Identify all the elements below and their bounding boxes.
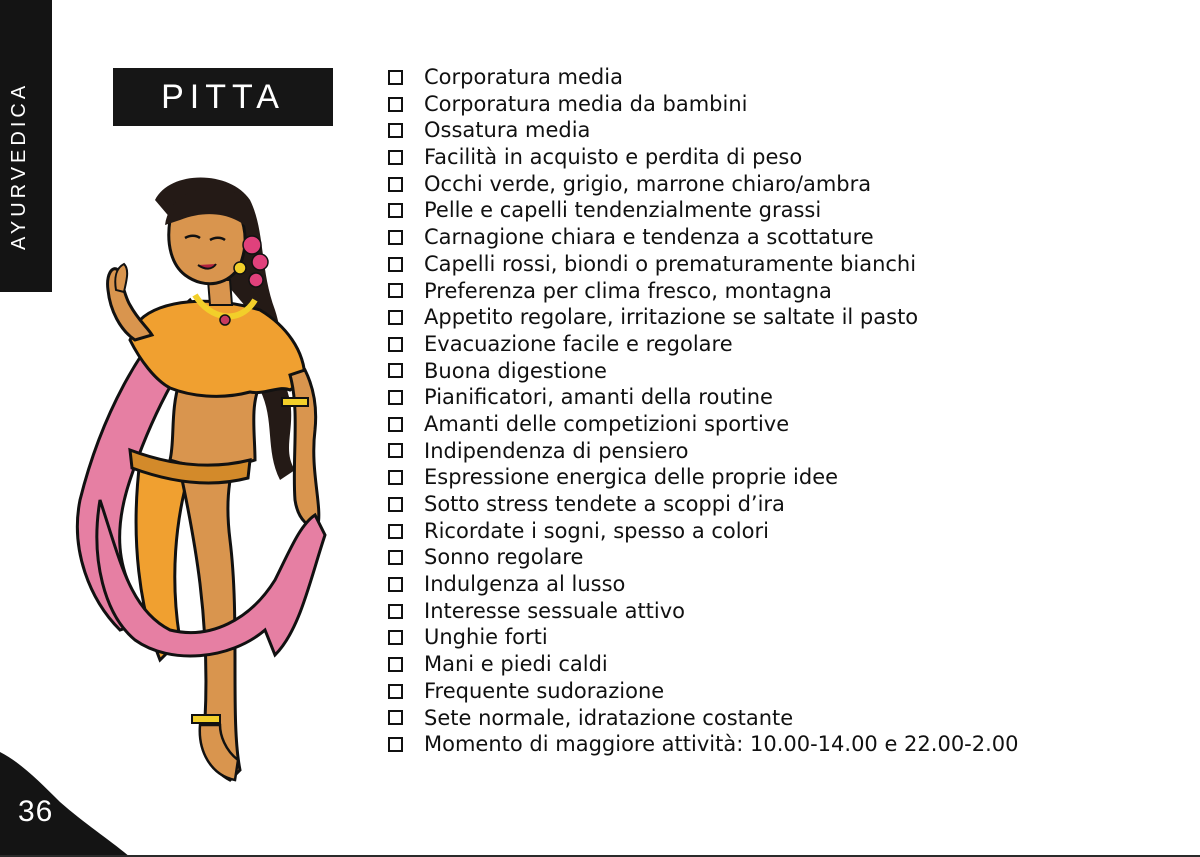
checklist-item-label: Pianificatori, amanti della routine bbox=[424, 385, 773, 410]
checklist-item[interactable] bbox=[388, 278, 1019, 305]
checkbox[interactable] bbox=[388, 657, 403, 672]
checklist-item-label: Capelli rossi, biondi o prematuramente bianchi bbox=[424, 251, 917, 276]
checklist-item-label: Espressione energica delle proprie idee bbox=[424, 465, 839, 490]
checklist-item[interactable] bbox=[388, 678, 1019, 705]
checklist-item-label: Preferenza per clima fresco, montagna bbox=[424, 278, 832, 303]
checkbox[interactable] bbox=[388, 390, 403, 405]
checklist-item[interactable] bbox=[388, 91, 1019, 118]
checkbox[interactable] bbox=[388, 177, 403, 192]
checklist-item[interactable] bbox=[388, 384, 1019, 411]
checklist-item-label: Unghie forti bbox=[424, 625, 548, 650]
checklist-item[interactable] bbox=[388, 544, 1019, 571]
checkbox[interactable] bbox=[388, 417, 403, 432]
checklist-item-label: Ricordate i sogni, spesso a colori bbox=[424, 518, 769, 543]
checklist-item-label: Buona digestione bbox=[424, 358, 607, 383]
checkbox[interactable] bbox=[388, 257, 403, 272]
checkbox[interactable] bbox=[388, 630, 403, 645]
pitta-woman-illustration bbox=[60, 160, 350, 800]
checklist-item[interactable] bbox=[388, 438, 1019, 465]
checklist-item-label: Occhi verde, grigio, marrone chiaro/ambra bbox=[424, 171, 872, 196]
checkbox[interactable] bbox=[388, 363, 403, 378]
checklist-item-label: Carnagione chiara e tendenza a scottature bbox=[424, 225, 874, 250]
checkbox[interactable] bbox=[388, 470, 403, 485]
checklist-item[interactable] bbox=[388, 624, 1019, 651]
checklist-item-label: Indulgenza al lusso bbox=[424, 572, 626, 597]
page-number: 36 bbox=[18, 795, 54, 828]
checklist-item-label: Sete normale, idratazione costante bbox=[424, 705, 794, 730]
checklist-item-label: Facilità in acquisto e perdita di peso bbox=[424, 145, 803, 170]
checklist-item[interactable] bbox=[388, 705, 1019, 732]
trait-checklist bbox=[388, 64, 1019, 758]
checklist-item-label: Indipendenza di pensiero bbox=[424, 438, 689, 463]
checkbox[interactable] bbox=[388, 497, 403, 512]
checklist-item[interactable] bbox=[388, 251, 1019, 278]
checkbox[interactable] bbox=[388, 70, 403, 85]
checklist-item-label: Frequente sudorazione bbox=[424, 678, 665, 703]
checklist-item-label: Corporatura media bbox=[424, 65, 623, 89]
checkbox[interactable] bbox=[388, 230, 403, 245]
side-tab-label: AYURVEDICA bbox=[8, 81, 30, 250]
checkbox[interactable] bbox=[388, 123, 403, 138]
checkbox[interactable] bbox=[388, 97, 403, 112]
checkbox[interactable] bbox=[388, 150, 403, 165]
checkbox[interactable] bbox=[388, 550, 403, 565]
checklist-item-label: Sotto stress tendete a scoppi d’ira bbox=[424, 492, 785, 516]
checklist-item[interactable] bbox=[388, 304, 1019, 331]
checkbox[interactable] bbox=[388, 443, 403, 458]
checkbox[interactable] bbox=[388, 737, 403, 752]
checklist-item[interactable] bbox=[388, 358, 1019, 385]
checkbox[interactable] bbox=[388, 203, 403, 218]
title-box bbox=[113, 68, 333, 126]
checklist-item-label: Ossatura media bbox=[424, 118, 591, 143]
checkbox[interactable] bbox=[388, 337, 403, 352]
checkbox[interactable] bbox=[388, 604, 403, 619]
checklist-item[interactable] bbox=[388, 117, 1019, 144]
checklist-item-label: Momento di maggiore attività: 10.00-14.00 e 22.00-2.00 bbox=[424, 732, 1019, 757]
checklist-item[interactable] bbox=[388, 197, 1019, 224]
checklist-item-label: Corporatura media da bambini bbox=[424, 91, 748, 116]
page-title: PITTA bbox=[161, 78, 285, 116]
checklist-item[interactable] bbox=[388, 518, 1019, 545]
checkbox[interactable] bbox=[388, 283, 403, 298]
checklist-item-label: Interesse sessuale attivo bbox=[424, 598, 686, 623]
checklist-item[interactable] bbox=[388, 331, 1019, 358]
checkbox[interactable] bbox=[388, 524, 403, 539]
checklist-item-label: Mani e piedi caldi bbox=[424, 652, 608, 677]
checklist-item[interactable] bbox=[388, 464, 1019, 491]
checklist-item[interactable] bbox=[388, 224, 1019, 251]
side-tab bbox=[0, 0, 52, 292]
checklist-item[interactable] bbox=[388, 171, 1019, 198]
checklist-item[interactable] bbox=[388, 598, 1019, 625]
checkbox[interactable] bbox=[388, 684, 403, 699]
checkbox[interactable] bbox=[388, 710, 403, 725]
checklist-item[interactable] bbox=[388, 491, 1019, 518]
checklist-item-label: Evacuazione facile e regolare bbox=[424, 331, 733, 356]
checklist-item-label: Appetito regolare, irritazione se saltate il pasto bbox=[424, 305, 919, 330]
checklist-item[interactable] bbox=[388, 571, 1019, 598]
checklist-item[interactable] bbox=[388, 651, 1019, 678]
checklist-item-label: Amanti delle competizioni sportive bbox=[424, 411, 790, 436]
checklist-item-label: Sonno regolare bbox=[424, 545, 584, 570]
checklist-item[interactable] bbox=[388, 64, 1019, 91]
checkbox[interactable] bbox=[388, 577, 403, 592]
checklist-item[interactable] bbox=[388, 144, 1019, 171]
checklist-item-label: Pelle e capelli tendenzialmente grassi bbox=[424, 198, 822, 223]
checklist-item[interactable] bbox=[388, 411, 1019, 438]
checklist-item[interactable] bbox=[388, 731, 1019, 758]
checkbox[interactable] bbox=[388, 310, 403, 325]
